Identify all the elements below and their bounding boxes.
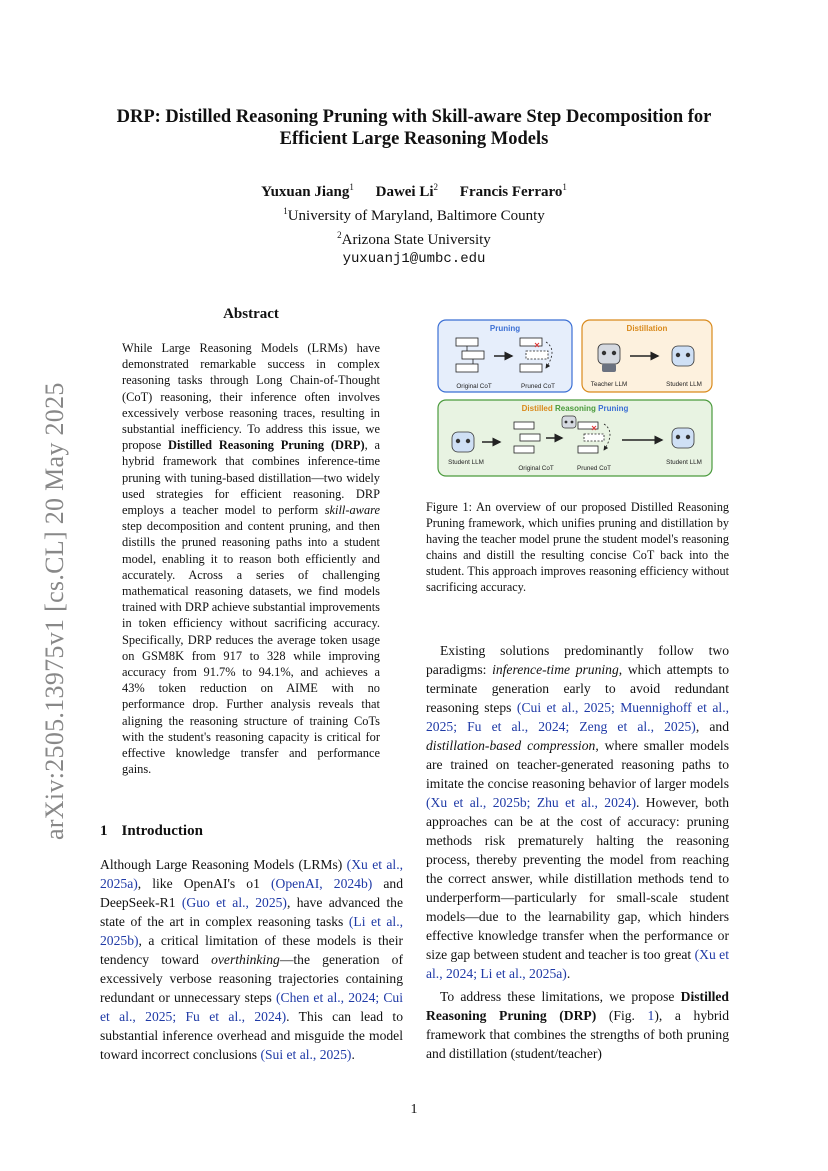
citation-link[interactable]: (OpenAI, 2024b) bbox=[270, 876, 373, 891]
student-llm-label: Student LLM bbox=[666, 381, 702, 388]
citation-link[interactable]: (Li et al., 2025b) bbox=[100, 914, 403, 948]
arxiv-stamp[interactable]: arXiv:2505.13975v1 [cs.CL] 20 May 2025 bbox=[40, 382, 69, 840]
distillation-panel-label: Distillation bbox=[626, 324, 668, 333]
right-column bbox=[426, 641, 729, 1063]
student-llm-label: Student LLM bbox=[666, 459, 702, 466]
abstract-body: While Large Reasoning Models (LRMs) have demonstrated remarkable success in complex reasoning tasks through Long Chain-of-Thought (CoT) reasoning, their inference often involves excessively verbose reasoning traces, resulting in substantial inefficiency. To address this issue, we propose Distilled Reasoning Pruning (DRP), a hybrid framework that combines inference-time pruning with tuning-based distillation—two widely used strategies for efficient reasoning. DRP employs a teacher model to perform skill-aware step decomposition and content pruning, and then distills the pruned reasoning paths into a student model, enabling it to reason both efficiently and accurately. Across a series of challenging mathematical reasoning datasets, we find models trained with DRP achieve substantial improvements in token efficiency without sacrificing accuracy. Specifically, DRP reduces the average token usage on GSM8K from 917 to 328 while improving accuracy from 91.7% to 94.1%, and achieves a 43% token reduction on AIME with no performance drop. Further analysis reveals that aligning the reasoning structure of training CoTs with the student's reasoning capacity is critical for effective knowledge transfer and performance gains. bbox=[122, 341, 380, 777]
affiliation: $^1$University of Maryland, Baltimore County bbox=[283, 206, 545, 224]
title-line-2: Efficient Large Reasoning Models bbox=[279, 129, 549, 149]
author: Yuxuan Jiang$^1$ bbox=[261, 182, 354, 200]
teacher-robot-icon bbox=[562, 416, 576, 428]
student-robot-icon bbox=[452, 432, 474, 452]
page-number: 1 bbox=[410, 1102, 418, 1117]
pruned-cot-label: Pruned CoT bbox=[577, 465, 611, 472]
citation-link[interactable]: (Xu et al., 2025a) bbox=[100, 857, 403, 891]
author: Dawei Li$^2$ bbox=[375, 182, 439, 200]
citation-link[interactable]: (Sui et al., 2025) bbox=[260, 1047, 352, 1062]
intro-paragraph: Although Large Reasoning Models (LRMs) (Xu et al., 2025a), like OpenAI's o1 (OpenAI, 2024b) and DeepSeek-R1 (Guo et al., 2025), have advanced the state of the art in complex reasoning tasks (Li et al., 2025b), a critical limitation of these models is their tendency toward overthinking—the generation of excessively verbose reasoning trajectories containing redundant or unnecessary steps (Chen et al., 2024; Cui et al., 2025; Fu et al., 2024). This can lead to substantial inference overhead and misguide the model toward incorrect conclusions (Sui et al., 2025). bbox=[100, 857, 404, 1062]
paragraph: To address these limitations, we propose Distilled Reasoning Pruning (DRP) (Fig. 1), a hybrid framework that combines the strengths of both pruning and distillation (student/teacher) bbox=[426, 989, 730, 1061]
original-cot-label: Original CoT bbox=[456, 383, 492, 390]
title-line-1: DRP: Distilled Reasoning Pruning with Skill-aware Step Decomposition for bbox=[116, 107, 712, 127]
citation-link[interactable]: (Cui et al., 2025; Muennighoff et al., 2025; Fu et al., 2024; Zeng et al., 2025) bbox=[426, 700, 729, 734]
citation-link[interactable]: (Xu et al., 2024; Li et al., 2025a) bbox=[426, 947, 729, 981]
section-heading: 1 Introduction bbox=[100, 823, 203, 839]
paragraph: Existing solutions predominantly follow two paradigms: inference-time pruning, which attempts to terminate generation early to avoid redundant reasoning steps (Cui et al., 2025; Muennighoff et al., 2025; Fu et al., 2024; Zeng et al., 2025), and distillation-based compression, where smaller models are trained on teacher-generated reasoning paths to imitate the concise reasoning behavior of larger models (Xu et al., 2025b; Zhu et al., 2024). However, both approaches can be at the cost of accuracy: pruning methods risk prematurely halting the reasoning process, thereby preventing the model from reaching the correct answer, while distillation methods tend to underperform—particularly for small-scale student models—due to the learnability gap, which hinders effective knowledge transfer when the performance or size gap between student and teacher is too great (Xu et al., 2024; Li et al., 2025a). bbox=[426, 643, 729, 981]
citation-link[interactable]: (Guo et al., 2025) bbox=[181, 895, 287, 910]
teacher-llm-label: Teacher LLM bbox=[590, 381, 628, 388]
citation-link[interactable]: (Xu et al., 2025b; Zhu et al., 2024) bbox=[426, 795, 636, 810]
author-block bbox=[60, 178, 768, 269]
figure-1-diagram bbox=[436, 318, 726, 478]
author: Francis Ferraro$^1$ bbox=[459, 182, 567, 200]
figure-caption: Figure 1: An overview of our proposed Distilled Reasoning Pruning framework, which unifies pruning and distillation by having the teacher model prune the student model's reasoning chains and distill the resulting concise CoT back into the student. This approach improves reasoning efficiency without sacrificing accuracy. bbox=[426, 500, 729, 595]
student-llm-label: Student LLM bbox=[448, 459, 484, 466]
pruned-cot-label: Pruned CoT bbox=[521, 383, 555, 390]
paper-title bbox=[60, 106, 768, 150]
pruning-panel-label: Pruning bbox=[489, 324, 521, 333]
affiliation: $^2$Arizona State University bbox=[337, 230, 491, 248]
arxiv-sidebar bbox=[18, 340, 69, 840]
student-robot-icon bbox=[672, 346, 694, 366]
figure-ref-link[interactable]: 1 bbox=[647, 1008, 655, 1023]
drp-panel-label: Distilled Reasoning Pruning bbox=[521, 404, 629, 413]
author-names bbox=[60, 178, 768, 202]
author-email[interactable]: yuxuanj1@umbc.edu bbox=[342, 251, 486, 267]
citation-link[interactable]: (Chen et al., 2024; Cui et al., 2025; Fu et al., 2024) bbox=[100, 990, 404, 1024]
abstract-heading: Abstract bbox=[223, 306, 279, 322]
student-robot-icon bbox=[672, 428, 694, 448]
original-cot-label: Original CoT bbox=[518, 465, 554, 472]
